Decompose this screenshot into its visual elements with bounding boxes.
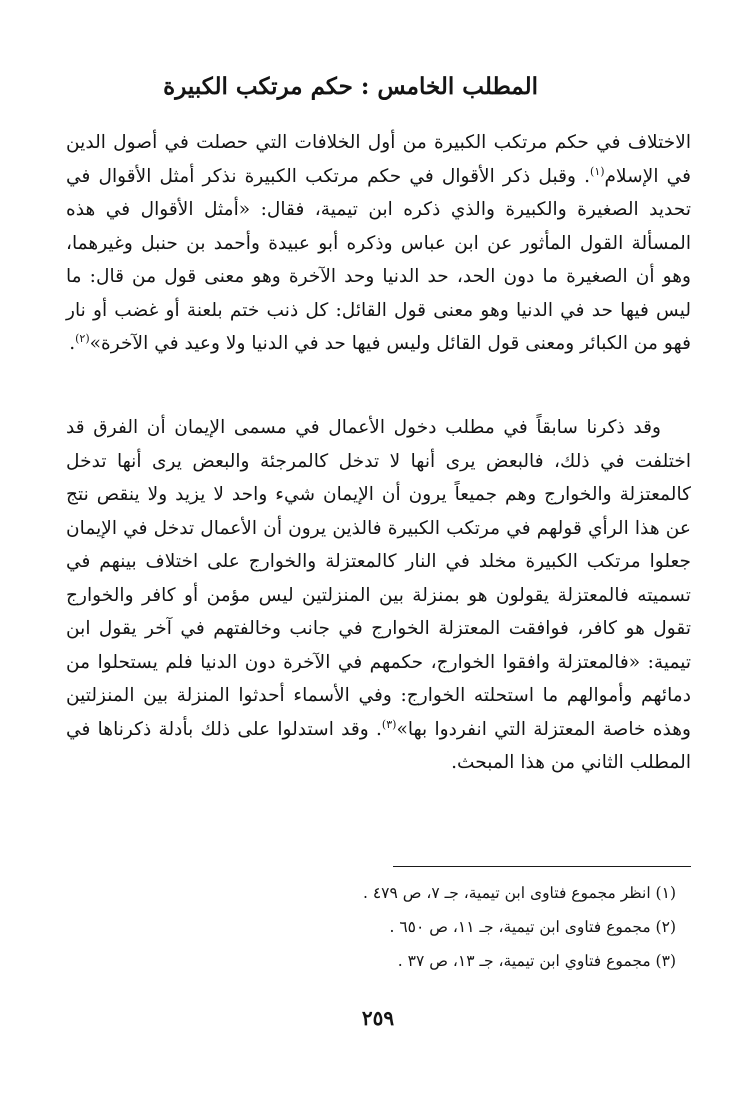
footnote-2: (٢) مجموع فتاوى ابن تيمية، جـ ١١، ص ٦٥٠ .: [389, 918, 676, 936]
section-heading: المطلب الخامس : حكم مرتكب الكبيرة: [163, 73, 538, 100]
paragraph-1-end: .: [69, 333, 76, 354]
footnote-marker-3: (٣): [381, 717, 397, 731]
footnote-1: (١) انظر مجموع فتاوى ابن تيمية، جـ ٧، ص ٤٧٩ .: [362, 884, 676, 902]
footnote-separator: [393, 866, 691, 867]
paragraph-1: [66, 126, 691, 361]
paragraph-1-text-a: الاختلاف في حكم مرتكب الكبيرة من أول الخلافات التي حصلت في أصول الدين في الإسلام: [66, 132, 691, 187]
footnotes: [256, 876, 676, 978]
paragraph-1-text-b: . وقبل ذكر الأقوال في حكم مرتكب الكبيرة نذكر أمثل الأقوال في تحديد الصغيرة والكبيرة والذي ذكره ابن تيمية، فقال: «أمثل الأقوال في هذه المسألة القول المأثور عن ابن عباس وذكره أبو عبيدة وأحمد بن حنبل وغيرهما، وهو أن الصغيرة ما دون الحد، حد الدنيا وحد الآخرة وهو معنى قول من قال: ما ليس فيها حد في الدنيا وهو معنى قول القائل: كل ذنب ختم بلعنة أو غضب أو نار فهو من الكبائر ومعنى قول القائل وليس فيها حد في الدنيا ولا وعيد في الآخرة»: [66, 165, 691, 354]
footnote-marker-1: (١): [590, 164, 605, 178]
paragraph-2-text-a: وقد ذكرنا سابقاً في مطلب دخول الأعمال في مسمى الإيمان أن الفرق قد اختلفت في ذلك، فالبعض يرى أنها لا تدخل كالمرجئة والبعض يرى أنها تدخل كالمعتزلة والخوارج وهم جميعاً يرون أن الإيمان شيء واحد لا يزيد ولا ينقص نتج عن هذا الرأي قولهم في مرتكب الكبيرة فالذين يرون أن الأعمال تدخل في الإيمان جعلوا مرتكب الكبيرة مخلد في النار كالمعتزلة والخوارج على اختلاف بينهم في تسميته فالمعتزلة يقولون هو بمنزلة بين المنزلتين ليس مؤمن أو كافر والخوارج تقول هو كافر، فوافقت المعتزلة الخوارج في جانب وخالفتهم في آخر يقول ابن تيمية: «فالمعتزلة وافقوا الخوارج، حكمهم في الآخرة دون الدنيا فلم يستحلوا من دمائهم وأموالهم ما استحلته الخوارج: وفي الأسماء أحدثوا المنزلة بين المنزلتين وهذه خاصة المعتزلة التي انفردوا بها»: [66, 417, 692, 740]
page-number: ٢٥٩: [361, 1006, 395, 1030]
footnote-marker-2: (٢): [75, 331, 90, 345]
footnote-3: (٣) مجموع فتاوي ابن تيمية، جـ ١٣، ص ٣٧ .: [397, 952, 676, 970]
paragraph-2-end: . وقد استدلوا على ذلك بأدلة ذكرناها في المطلب الثاني من هذا المبحث.: [66, 718, 691, 773]
paragraph-2: [66, 411, 691, 780]
